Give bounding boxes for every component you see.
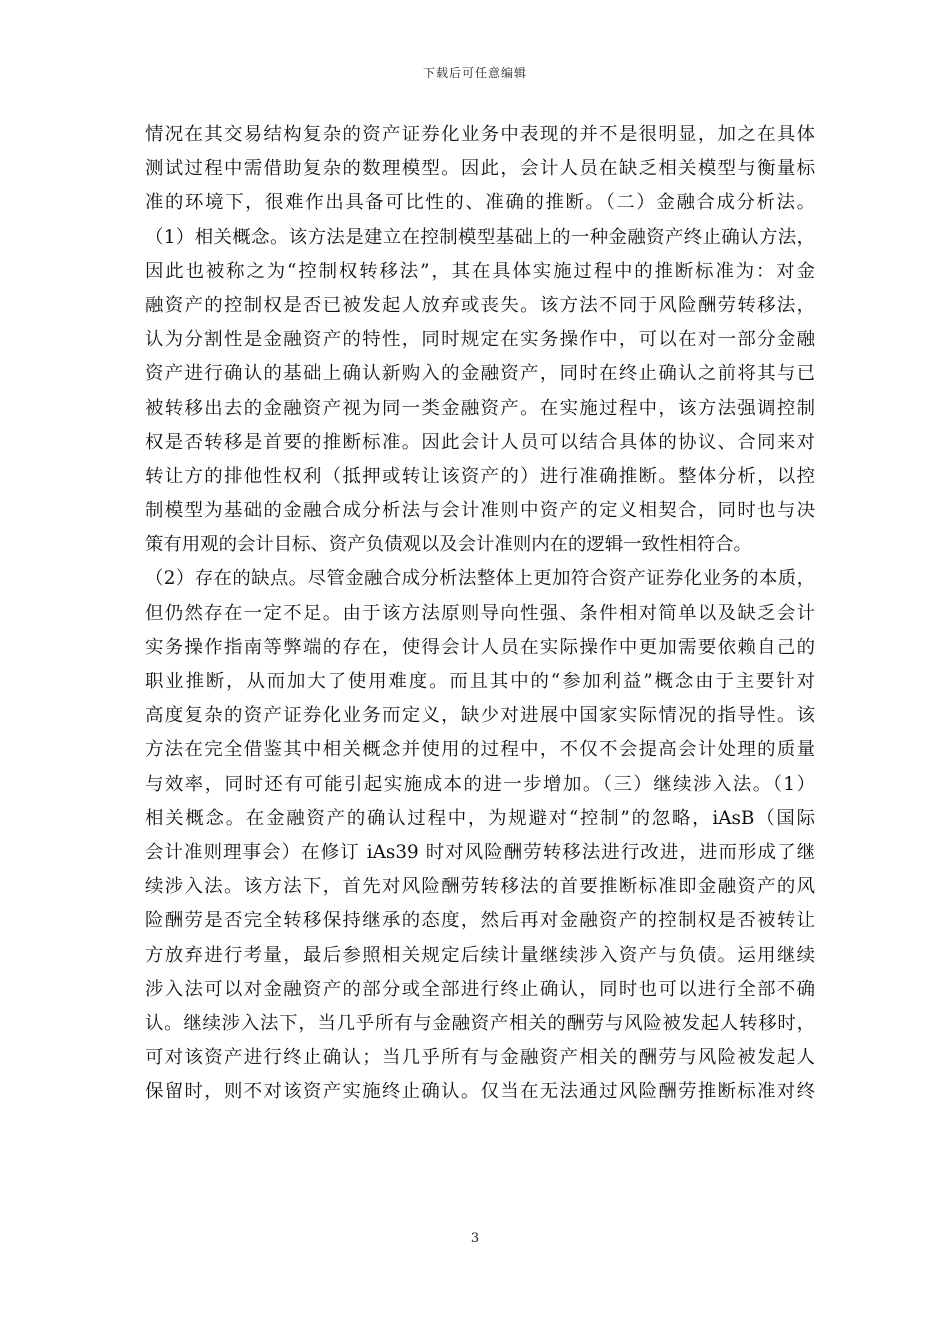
text-line: 涉入法可以对金融资产的部分或全部进行终止确认，同时也可以进行全部不确	[145, 978, 815, 1000]
text-line: 情况在其交易结构复杂的资产证券化业务中表现的并不是很明显，加之在具体	[145, 124, 815, 145]
text-line: 认。继续涉入法下，当几乎所有与金融资产相关的酬劳与风险被发起人转移时，	[145, 1012, 815, 1034]
text-line: （2）存在的缺点。尽管金融合成分析法整体上更加符合资产证券化业务的本质，	[145, 568, 815, 590]
text-line: 融资产的控制权是否已被发起人放弃或丧失。该方法不同于风险酬劳转移法，	[145, 294, 815, 316]
text-line: 会计准则理事会）在修订 iAs39 时对风险酬劳转移法进行改进，进而形成了继	[145, 841, 815, 863]
text-line: 与效率，同时还有可能引起实施成本的进一步增加。（三）继续涉入法。（1）	[145, 773, 815, 795]
text-line: 认为分割性是金融资产的特性，同时规定在实务操作中，可以在对一部分金融	[145, 329, 815, 351]
page-number: 3	[470, 1231, 480, 1246]
text-line: 因此也被称之为“控制权转移法”，其在具体实施过程中的推断标准为：对金	[145, 260, 815, 282]
text-line: 方放弃进行考量，最后参照相关规定后续计量继续涉入资产与负债。运用继续	[145, 944, 815, 966]
text-line: 制模型为基础的金融合成分析法与会计准则中资产的定义相契合，同时也与决	[145, 500, 815, 522]
text-line: 相关概念。在金融资产的确认过程中，为规避对“控制”的忽略，iAsB（国际	[145, 807, 815, 829]
text-line: 实务操作指南等弊端的存在，使得会计人员在实际操作中更加需要依赖自己的	[145, 636, 815, 658]
text-line: 可对该资产进行终止确认；当几乎所有与金融资产相关的酬劳与风险被发起人	[145, 1047, 815, 1069]
text-line: 高度复杂的资产证券化业务而定义，缺少对进展中国家实际情况的指导性。该	[145, 705, 815, 727]
page-header: 下载后可任意编辑	[422, 66, 527, 80]
text-line: 测试过程中需借助复杂的数理模型。因此，会计人员在缺乏相关模型与衡量标	[145, 158, 815, 180]
text-line: 转让方的排他性权利（抵押或转让该资产的）进行准确推断。整体分析，以控	[145, 465, 815, 487]
body-text	[145, 118, 815, 1109]
text-line: 续涉入法。该方法下，首先对风险酬劳转移法的首要推断标准即金融资产的风	[145, 876, 815, 898]
text-line: 险酬劳是否完全转移保持继承的态度，然后再对金融资产的控制权是否被转让	[145, 910, 815, 932]
text-line: 被转移出去的金融资产视为同一类金融资产。在实施过程中，该方法强调控制	[145, 397, 815, 419]
text-line: 方法在完全借鉴其中相关概念并使用的过程中，不仅不会提高会计处理的质量	[145, 739, 815, 761]
text-line: 权是否转移是首要的推断标准。因此会计人员可以结合具体的协议、合同来对	[145, 431, 815, 453]
text-line: 但仍然存在一定不足。由于该方法原则导向性强、条件相对简单以及缺乏会计	[145, 602, 815, 624]
text-line: 准的环境下，很难作出具备可比性的、准确的推断。（二）金融合成分析法。	[145, 192, 815, 214]
text-line: 资产进行确认的基础上确认新购入的金融资产，同时在终止确认之前将其与已	[145, 363, 815, 385]
text-line: （1）相关概念。该方法是建立在控制模型基础上的一种金融资产终止确认方法，	[145, 226, 815, 248]
text-line: 职业推断，从而加大了使用难度。而且其中的“参加利益”概念由于主要针对	[145, 671, 815, 692]
text-line: 保留时，则不对该资产实施终止确认。仅当在无法通过风险酬劳推断标准对终	[145, 1081, 815, 1103]
text-line: 策有用观的会计目标、资产负债观以及会计准则内在的逻辑一致性相符合。	[145, 534, 752, 556]
